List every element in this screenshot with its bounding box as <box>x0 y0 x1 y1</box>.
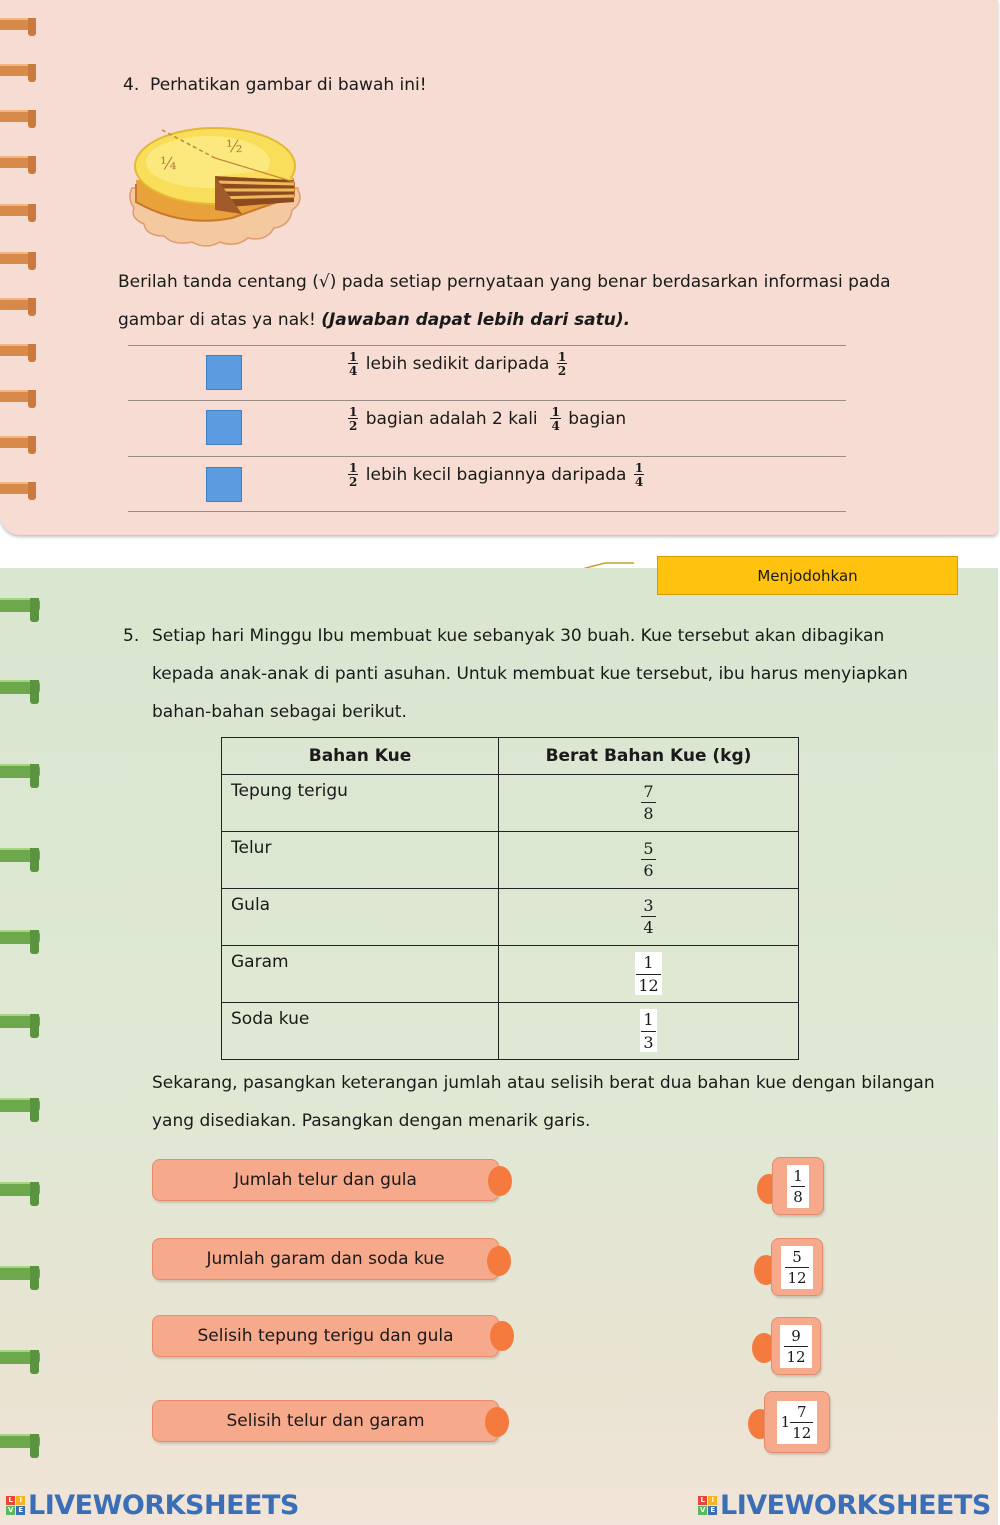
liveworksheets-logo-right: L I V E LIVEWORKSHEETS <box>698 1490 991 1521</box>
answer-fraction: 1 8 <box>793 1166 803 1206</box>
divider <box>128 456 846 457</box>
answer-fraction: 9 12 <box>786 1326 806 1366</box>
binder-ring <box>0 64 40 78</box>
instruction-line-2: gambar di atas ya nak! (Jawaban dapat lebih dari satu). <box>118 310 631 330</box>
ingredient-name: Tepung terigu <box>222 775 499 832</box>
match-left-label: Jumlah garam dan soda kue <box>206 1249 445 1269</box>
binder-ring <box>0 1434 44 1452</box>
question-4-panel <box>0 0 998 535</box>
cake-illustration <box>122 118 308 250</box>
ingredient-name: Gula <box>222 889 499 946</box>
statement-2-checkbox[interactable] <box>206 410 242 445</box>
binder-ring <box>0 436 40 450</box>
binder-ring <box>0 18 40 32</box>
binder-ring <box>0 1014 44 1032</box>
mode-badge: Menjodohkan <box>657 556 958 595</box>
answer-fraction: 5 12 <box>787 1247 807 1287</box>
match-instruction-line-2: yang disediakan. Pasangkan dengan menarik garis. <box>152 1111 591 1131</box>
match-left-item-2[interactable] <box>152 1238 499 1280</box>
question-5-intro-line-2: kepada anak-anak di panti asuhan. Untuk membuat kue tersebut, ibu harus menyiapkan <box>152 664 908 684</box>
cake-quarter-label: ¼ <box>160 154 177 174</box>
fraction: $\frac{1}{4}$ <box>551 405 560 433</box>
match-left-label: Selisih tepung terigu dan gula <box>197 1326 454 1346</box>
fraction: $\frac{1}{2}$ <box>349 461 358 489</box>
ingredient-name: Soda kue <box>222 1003 499 1060</box>
binder-ring <box>0 848 44 866</box>
ingredient-weight: $\frac{5}{6}$ <box>499 832 799 889</box>
binder-ring <box>0 204 40 218</box>
match-left-label: Selisih telur dan garam <box>226 1411 425 1431</box>
fraction: $\frac{1}{4}$ <box>349 350 358 378</box>
ingredient-weight: $\frac{1}{3}$ <box>499 1003 799 1060</box>
statement-1-checkbox[interactable] <box>206 355 242 390</box>
header-bahan-kue: Bahan Kue <box>222 738 499 775</box>
statement-1: $\frac{1}{4}$ lebih sedikit daripada $\frac{1}{2}$ <box>349 350 567 378</box>
match-right-item-3[interactable] <box>771 1317 821 1375</box>
ingredient-name: Telur <box>222 832 499 889</box>
match-left-connector-2[interactable] <box>487 1246 511 1276</box>
header-berat: Berat Bahan Kue (kg) <box>499 738 799 775</box>
logo-mark-icon: L I V E <box>698 1496 717 1515</box>
match-right-item-4[interactable] <box>764 1391 830 1453</box>
ingredient-weight: $\frac{3}{4}$ <box>499 889 799 946</box>
table-row <box>222 775 799 832</box>
binder-ring <box>0 390 40 404</box>
answer-fraction: 7 12 <box>792 1402 812 1442</box>
liveworksheets-logo-left: L I V E LIVEWORKSHEETS <box>6 1490 299 1521</box>
ingredients-table <box>221 737 799 1060</box>
match-left-connector-3[interactable] <box>490 1321 514 1351</box>
cake-half-label: ½ <box>226 137 243 157</box>
statement-2: $\frac{1}{2}$ bagian adalah 2 kali $\frac{1}{4}$ bagian <box>349 405 627 433</box>
divider <box>128 345 846 346</box>
binder-ring <box>0 764 44 782</box>
table-row <box>222 889 799 946</box>
ingredient-weight: $\frac{7}{8}$ <box>499 775 799 832</box>
match-left-label: Jumlah telur dan gula <box>234 1170 417 1190</box>
divider <box>128 400 846 401</box>
question-4-prompt: 4. Perhatikan gambar di bawah ini! <box>123 75 427 95</box>
match-left-item-4[interactable] <box>152 1400 499 1442</box>
match-instruction-line-1: Sekarang, pasangkan keterangan jumlah atau selisih berat dua bahan kue dengan bilangan <box>152 1073 935 1093</box>
fraction: $\frac{1}{4}$ <box>634 461 644 489</box>
binder-ring <box>0 1350 44 1368</box>
binder-ring <box>0 1098 44 1116</box>
match-left-connector-1[interactable] <box>488 1166 512 1196</box>
binder-ring <box>0 344 40 358</box>
answer-whole-number: 1 <box>780 1413 791 1431</box>
instruction-line-1: Berilah tanda centang (√) pada setiap pernyataan yang benar berdasarkan informasi pada <box>118 272 891 292</box>
question-5-intro-line-1: Setiap hari Minggu Ibu membuat kue sebanyak 30 buah. Kue tersebut akan dibagikan <box>152 626 885 646</box>
question-5-number: 5. <box>123 626 140 646</box>
logo-mark-icon: L I V E <box>6 1496 25 1515</box>
binder-ring <box>0 298 40 312</box>
table-header-row <box>222 738 799 775</box>
match-left-item-1[interactable] <box>152 1159 499 1201</box>
binder-ring <box>0 110 40 124</box>
table-row <box>222 1003 799 1060</box>
match-right-item-1[interactable] <box>772 1157 824 1215</box>
divider <box>128 511 846 512</box>
fraction: $\frac{1}{2}$ <box>557 350 567 378</box>
table-row <box>222 832 799 889</box>
binder-ring <box>0 156 40 170</box>
binder-ring <box>0 930 44 948</box>
fraction: $\frac{1}{2}$ <box>349 405 358 433</box>
ingredient-weight: $\frac{1}{12}$ <box>499 946 799 1003</box>
binder-ring <box>0 482 40 496</box>
match-left-connector-4[interactable] <box>485 1407 509 1437</box>
binder-ring <box>0 1182 44 1200</box>
binder-ring <box>0 252 40 266</box>
question-5-intro-line-3: bahan-bahan sebagai berikut. <box>152 702 407 722</box>
statement-3: $\frac{1}{2}$ lebih kecil bagiannya daripada $\frac{1}{4}$ <box>349 461 644 489</box>
match-right-item-2[interactable] <box>771 1238 823 1296</box>
ingredient-name: Garam <box>222 946 499 1003</box>
table-row <box>222 946 799 1003</box>
binder-ring <box>0 680 44 698</box>
binder-ring <box>0 598 44 616</box>
binder-ring <box>0 1266 44 1284</box>
statement-3-checkbox[interactable] <box>206 467 242 502</box>
match-left-item-3[interactable] <box>152 1315 499 1357</box>
